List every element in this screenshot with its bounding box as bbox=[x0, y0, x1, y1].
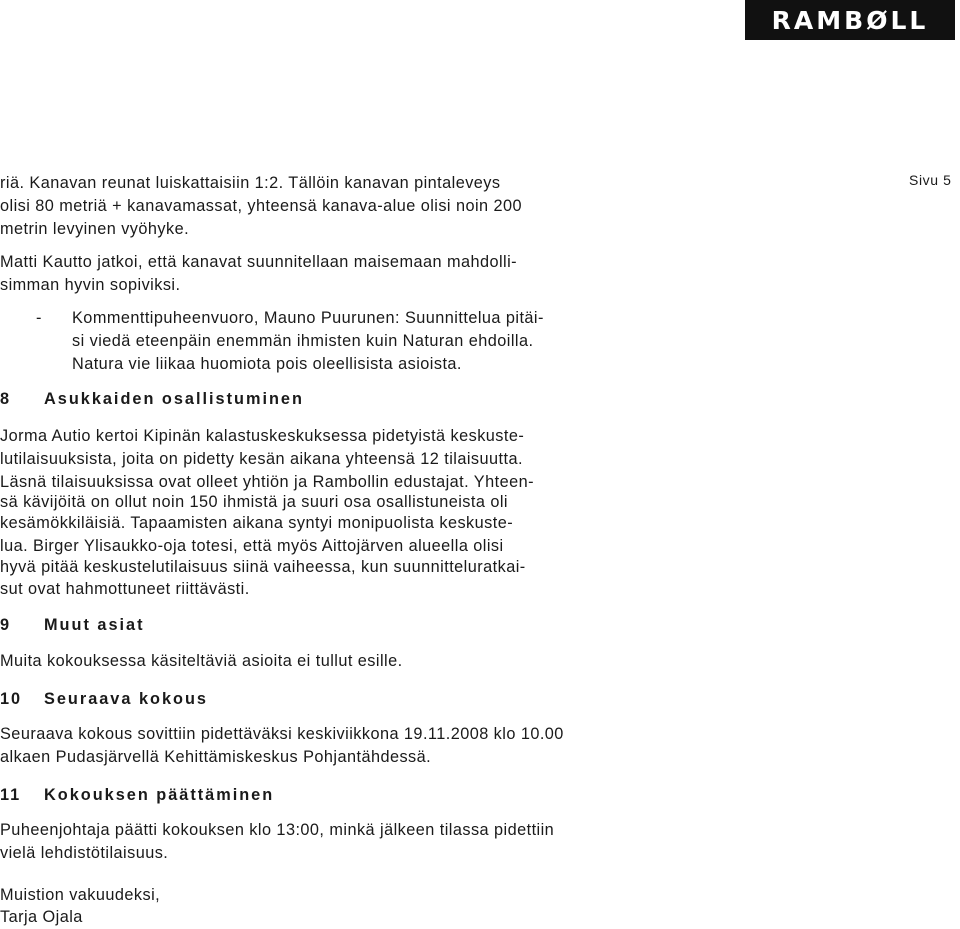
text-line: lutilaisuuksista, joita on pidetty kesän aikana yhteensä 12 tilaisuutta. bbox=[0, 450, 523, 468]
text-line: hyvä pitää keskustelutilaisuus siinä vaiheessa, kun suunnitteluratkai- bbox=[0, 558, 526, 576]
text-line: kesämökkiläisiä. Tapaamisten aikana syntyi monipuolista keskuste- bbox=[0, 514, 514, 532]
text-line: Seuraava kokous sovittiin pidettäväksi keskiviikkona 19.11.2008 klo 10.00 bbox=[0, 725, 564, 743]
text-line: simman hyvin sopiviksi. bbox=[0, 276, 181, 294]
text-line: lua. Birger Ylisaukko-oja totesi, että myös Aittojärven alueella olisi bbox=[0, 537, 504, 555]
signature-name: Tarja Ojala bbox=[0, 908, 83, 926]
section-number: 10 bbox=[0, 690, 23, 708]
text-line: Läsnä tilaisuuksissa ovat olleet yhtiön ja Rambollin edustajat. Yhteen- bbox=[0, 473, 534, 491]
text-line: Puheenjohtaja päätti kokouksen klo 13:00, minkä jälkeen tilassa pidettiin bbox=[0, 821, 555, 839]
section-heading bbox=[0, 616, 145, 635]
section-title: Kokouksen päättäminen bbox=[44, 786, 275, 804]
bullet-line: Natura vie liikaa huomiota pois oleellisista asioista. bbox=[72, 355, 462, 373]
text-line: Jorma Autio kertoi Kipinän kalastuskeskuksessa pidetyistä keskuste- bbox=[0, 427, 525, 445]
ramboll-logo bbox=[745, 0, 955, 40]
section-title: Asukkaiden osallistuminen bbox=[44, 390, 304, 408]
section-title: Muut asiat bbox=[44, 616, 145, 634]
section-number: 11 bbox=[0, 786, 22, 804]
text-line: vielä lehdistötilaisuus. bbox=[0, 844, 169, 862]
bullet-marker: - bbox=[36, 309, 42, 327]
section-number: 9 bbox=[0, 616, 12, 634]
bullet-line: Kommenttipuheenvuoro, Mauno Puurunen: Suunnittelua pitäi- bbox=[72, 309, 544, 327]
text-line: sä kävijöitä on ollut noin 150 ihmistä ja suuri osa osallistuneista oli bbox=[0, 493, 508, 511]
text-line: olisi 80 metriä + kanavamassat, yhteensä kanava-alue olisi noin 200 bbox=[0, 197, 523, 215]
section-heading bbox=[0, 390, 304, 409]
text-line: riä. Kanavan reunat luiskattaisiin 1:2. Tällöin kanavan pintaleveys bbox=[0, 174, 501, 192]
text-line: metrin levyinen vyöhyke. bbox=[0, 220, 190, 238]
section-heading bbox=[0, 690, 208, 709]
page-number: Sivu 5 bbox=[909, 172, 952, 188]
section-heading bbox=[0, 786, 274, 805]
section-title: Seuraava kokous bbox=[44, 690, 208, 708]
logo-text: RAMBØLL bbox=[771, 6, 929, 35]
section-number: 8 bbox=[0, 390, 12, 408]
text-line: alkaen Pudasjärvellä Kehittämiskeskus Pohjantähdessä. bbox=[0, 748, 432, 766]
bullet-line: si viedä eteenpäin enemmän ihmisten kuin Naturan ehdoilla. bbox=[72, 332, 534, 350]
text-line: Muita kokouksessa käsiteltäviä asioita ei tullut esille. bbox=[0, 652, 403, 670]
text-line: Matti Kautto jatkoi, että kanavat suunnitellaan maisemaan mahdolli- bbox=[0, 253, 518, 271]
text-line: sut ovat hahmottuneet riittävästi. bbox=[0, 580, 250, 598]
signature-line: Muistion vakuudeksi, bbox=[0, 886, 161, 904]
